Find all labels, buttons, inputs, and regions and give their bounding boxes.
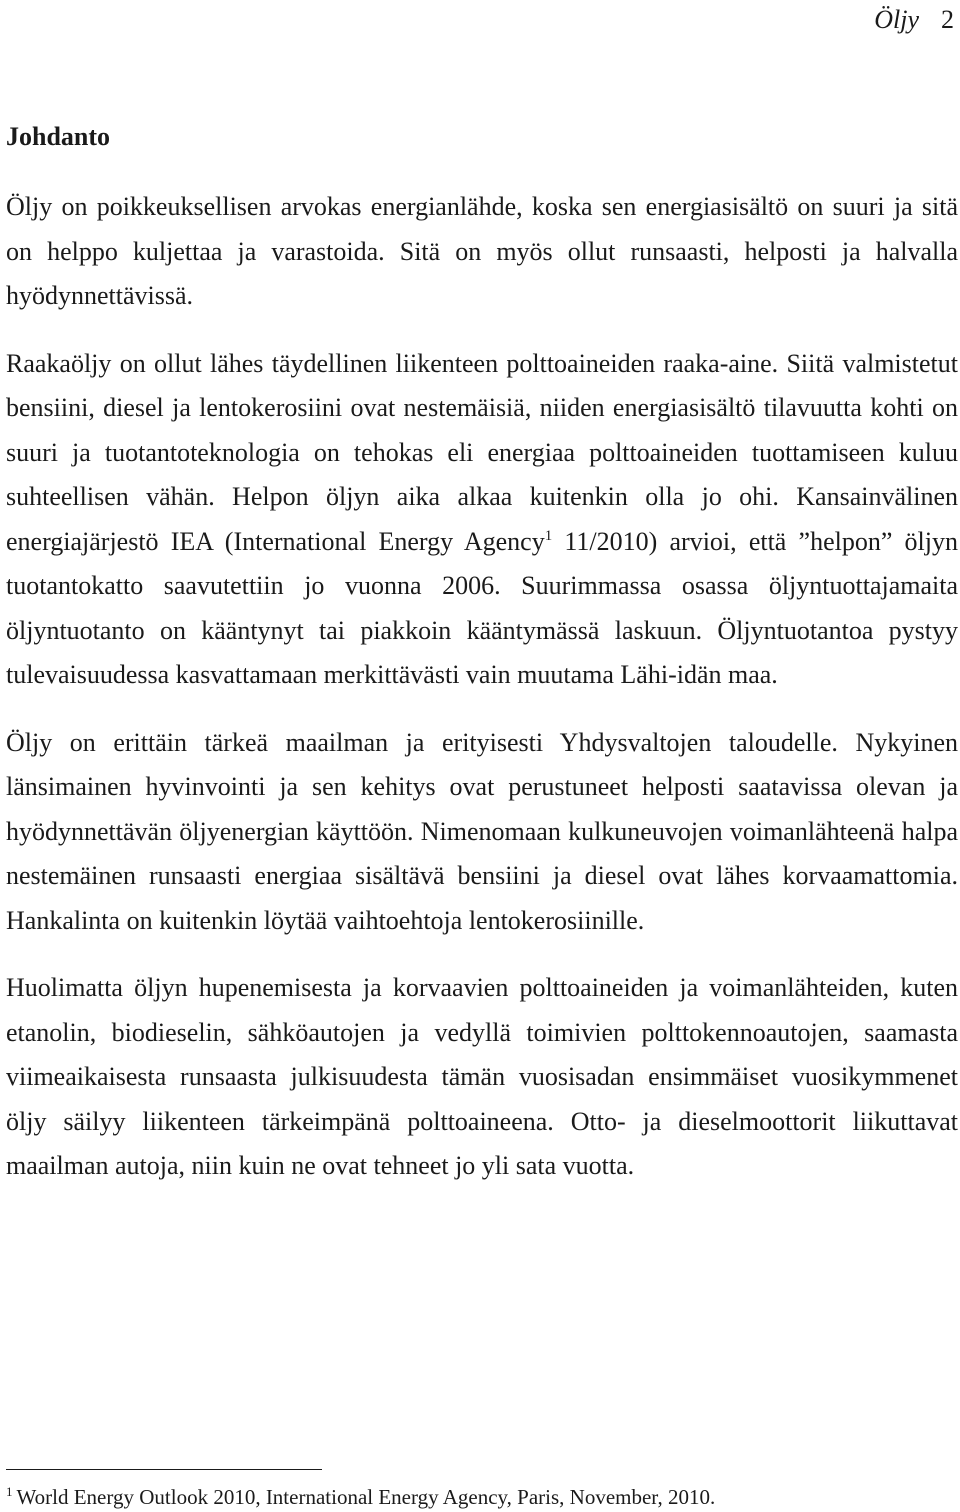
page-number: 2 xyxy=(941,5,954,34)
running-header xyxy=(874,2,954,38)
header-title: Öljy xyxy=(874,5,919,34)
paragraph-3: Öljy on erittäin tärkeä maailman ja erityisesti Yhdysvaltojen taloudelle. Nykyinen länsimainen hyvinvointi ja sen kehitys ovat perustuneet helposti saatavissa olevan ja hyödynnettävän öljyenergian käyttöön. Nimenomaan kulkuneuvojen voimanlähteenä halpa nestemäinen runsaasti energiaa sisältävä bensiini ja diesel ovat lähes korvaamattomia. Hankalinta on kuitenkin löytää vaihtoehtoja lentokerosiinille. xyxy=(6,727,958,935)
footnote-text: World Energy Outlook 2010, International Energy Agency, Paris, November, 2010. xyxy=(16,1485,716,1509)
footnote-reference[interactable]: 1 xyxy=(544,527,553,544)
footnote-divider xyxy=(6,1469,322,1470)
footnote-marker: 1 xyxy=(6,1484,13,1499)
footnote xyxy=(6,1482,715,1512)
paragraph-2-text: Raakaöljy on ollut lähes täydellinen liikenteen polttoaineiden raaka-aine. Siitä valmistetut bensiini, diesel ja lentokerosiini ovat nestemäisiä, niiden energiasisältö tilavuutta kohti on suuri ja tuotantoteknologia on tehokas eli energiaa polttoaineiden tuottamiseen kuluu suhteellisen vähän. Helpon öljyn aika alkaa kuitenkin olla jo ohi. Kansainvälinen energiajärjestö IEA (International Energy Agency xyxy=(6,348,958,556)
paragraph-1: Öljy on poikkeuksellisen arvokas energianlähde, koska sen energiasisältö on suuri ja sitä on helppo kuljettaa ja varastoida. Sitä on myös ollut runsaasti, helposti ja halvalla hyödynnettävissä. xyxy=(6,192,958,310)
document-body xyxy=(6,115,958,1212)
paragraph-2-continuation: 11/2010) arvioi, että ”helpon” öljyn tuotantokatto saavutettiin jo vuonna 2006. Suurimmassa osassa öljyntuottajamaita öljyntuotanto on kääntynyt tai piakkoin kääntymässä laskuun. Öljyntuotantoa pystyy tulevaisuudessa kasvattamaan merkittävästi vain muutama Lähi-idän maa. xyxy=(6,526,959,689)
paragraph-4: Huolimatta öljyn hupenemisesta ja korvaavien polttoaineiden ja voimanlähteiden, kuten etanolin, biodieselin, sähköautojen ja vedyllä toimivien polttokennoautojen, saamasta viimeaikaisesta runsaasta julkisuudesta tämän vuosisadan ensimmäiset vuosikymmenet öljy säilyy liikenteen tärkeimpänä polttoaineena. Otto- ja dieselmoottorit liikuttavat maailman autoja, niin kuin ne ovat tehneet jo yli sata vuotta. xyxy=(6,973,958,1180)
section-heading: Johdanto xyxy=(6,122,111,151)
paragraph-2 xyxy=(6,342,958,698)
